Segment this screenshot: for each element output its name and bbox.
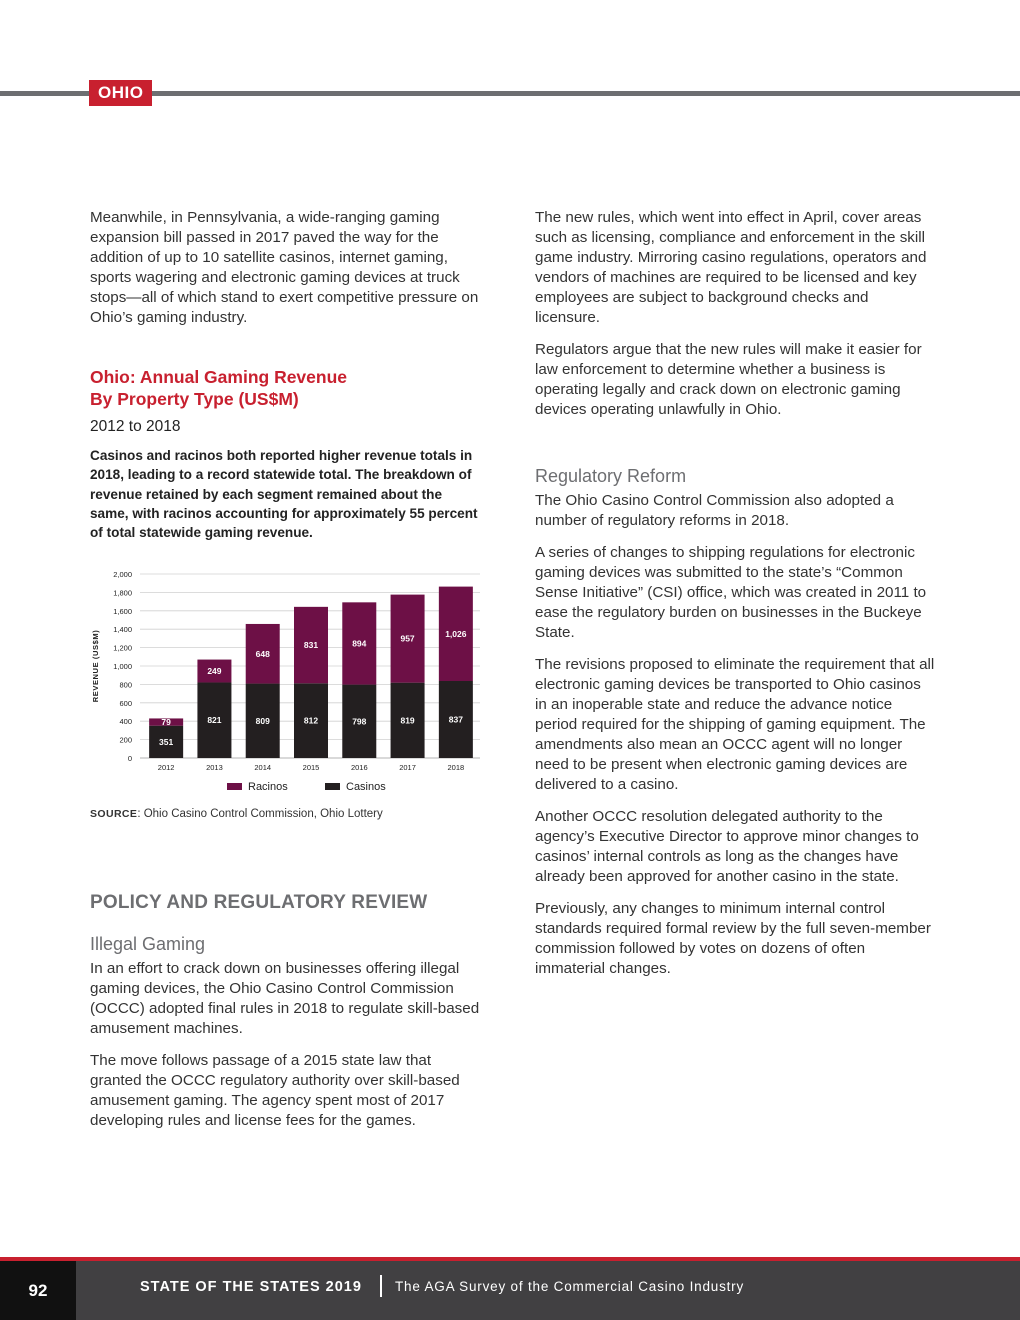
legend-label-racinos: Racinos — [248, 781, 288, 794]
section-title: POLICY AND REGULATORY REVIEW — [90, 892, 428, 914]
y-tick-label: 0 — [127, 754, 132, 764]
data-label-casinos: 809 — [255, 716, 270, 727]
header-rule — [0, 91, 1020, 96]
y-tick-label: 200 — [119, 736, 132, 746]
rules-paragraph-1: The new rules, which went into effect in April, cover areas such as licensing, compliance and enforcement in the skill game industry. Mirroring casino regulations, operators and vendors of machines are required to be licensed and key employees are subject to background checks and licensure. — [535, 209, 927, 326]
x-tick-label: 2015 — [302, 763, 320, 773]
data-label-racinos: 648 — [255, 649, 270, 660]
state-tag: OHIO — [89, 80, 152, 106]
right-column — [535, 208, 935, 991]
x-tick-label: 2014 — [254, 763, 272, 773]
revenue-chart-svg — [90, 562, 490, 802]
y-tick-label: 1,000 — [113, 662, 132, 672]
rules-paragraph-2: Regulators argue that the new rules will make it easier for law enforcement to determine whether a business is operating legally and crack down on electronic gaming devices operating unlawfully in Ohio. — [535, 341, 922, 418]
legend-swatch-casinos — [325, 783, 340, 790]
regulatory-reform-heading: Regulatory Reform — [535, 466, 687, 486]
data-label-casinos: 812 — [303, 716, 319, 727]
chart-description: Casinos and racinos both reported higher revenue totals in 2018, leading to a record statewide total. The breakdown of revenue retained by each segment remained about the same, with racinos accounting for approximately 55 percent of total statewide gaming revenue. — [90, 448, 478, 541]
x-tick-label: 2012 — [157, 763, 175, 773]
data-label-racinos: 79 — [161, 717, 171, 728]
x-tick-label: 2016 — [350, 763, 368, 773]
reform-paragraph-1: The Ohio Casino Control Commission also adopted a number of regulatory reforms in 2018. — [535, 492, 894, 529]
footer-subtitle: The AGA Survey of the Commercial Casino Industry — [395, 1279, 745, 1294]
illegal-gaming-heading: Illegal Gaming — [90, 934, 206, 955]
y-axis-label: REVENUE (US$M) — [91, 630, 100, 703]
chart-subtitle: 2012 to 2018 — [90, 418, 181, 435]
footer-title: STATE OF THE STATES 2019 — [140, 1279, 362, 1295]
page-number: 92 — [0, 1261, 76, 1320]
illegal-gaming-paragraph-1: In an effort to crack down on businesses offering illegal gaming devices, the Ohio Casino Control Commission (OCCC) adopted final rules in 2018 to regulate skill-based amusement machines. — [90, 960, 480, 1038]
y-tick-label: 1,800 — [113, 588, 132, 598]
y-tick-label: 600 — [119, 699, 132, 709]
data-label-racinos: 249 — [207, 666, 222, 677]
data-label-racinos: 957 — [400, 634, 415, 645]
chart-source — [90, 808, 482, 820]
illegal-gaming-paragraph-2: The move follows passage of a 2015 state law that granted the OCCC regulatory authority over skill-based amusement gaming. The agency spent most of 2017 developing rules and license fees for the games. — [90, 1052, 460, 1130]
footer — [0, 1261, 1020, 1320]
source-text: : Ohio Casino Control Commission, Ohio Lottery — [137, 808, 383, 821]
legend-label-casinos: Casinos — [346, 781, 386, 794]
y-tick-label: 400 — [119, 717, 132, 727]
data-label-racinos: 831 — [303, 640, 319, 651]
data-label-racinos: 894 — [352, 638, 367, 649]
y-tick-label: 2,000 — [113, 570, 132, 580]
y-tick-label: 1,600 — [113, 607, 132, 617]
chart-title-line-2: By Property Type (US$M) — [90, 389, 299, 409]
source-label: SOURCE — [90, 808, 138, 821]
chart-title-line-1: Ohio: Annual Gaming Revenue — [90, 367, 348, 387]
reform-paragraph-3: The revisions proposed to eliminate the requirement that all electronic gaming devices be transported to Ohio casinos in an inoperable state and reduce the advance notice period required for the shipping of gaming equipment. The amendments also mean an OCCC agent will no longer need to be present when electronic gaming devices are delivered to a casino. — [535, 656, 935, 793]
data-label-casinos: 351 — [159, 737, 174, 748]
data-label-casinos: 821 — [207, 715, 222, 726]
x-tick-label: 2017 — [399, 763, 416, 773]
data-label-casinos: 798 — [352, 716, 367, 727]
reform-paragraph-5: Previously, any changes to minimum internal control standards required formal review by the full seven-member commission followed by votes on dozens of often immaterial changes. — [535, 900, 931, 977]
data-label-casinos: 819 — [400, 715, 415, 726]
x-tick-label: 2018 — [447, 763, 465, 773]
x-tick-label: 2013 — [206, 763, 223, 773]
reform-paragraph-2: A series of changes to shipping regulations for electronic gaming devices was submitted to the state’s “Common Sense Initiative” (CSI) office, which was created in 2011 to ease the regulatory burden on businesses in the Buckeye State. — [535, 544, 927, 641]
left-column — [90, 208, 482, 1143]
y-tick-label: 800 — [119, 680, 132, 690]
chart-title — [90, 366, 482, 410]
footer-divider — [380, 1275, 382, 1297]
reform-paragraph-4: Another OCCC resolution delegated authority to the agency’s Executive Director to approve minor changes to casinos’ internal controls as long as the changes have already been approved for another casino in the state. — [535, 808, 919, 885]
data-label-casinos: 837 — [448, 714, 463, 725]
y-tick-label: 1,400 — [113, 625, 132, 635]
y-tick-label: 1,200 — [113, 644, 132, 654]
intro-paragraph: Meanwhile, in Pennsylvania, a wide-ranging gaming expansion bill passed in 2017 paved the way for the addition of up to 10 satellite casinos, internet gaming, sports wagering and electronic gaming devices at truck stops—all of which stand to exert competitive pressure on Ohio’s gaming industry. — [90, 209, 479, 326]
legend-swatch-racinos — [227, 783, 242, 790]
data-label-racinos: 1,026 — [445, 629, 467, 640]
revenue-chart — [90, 562, 490, 802]
